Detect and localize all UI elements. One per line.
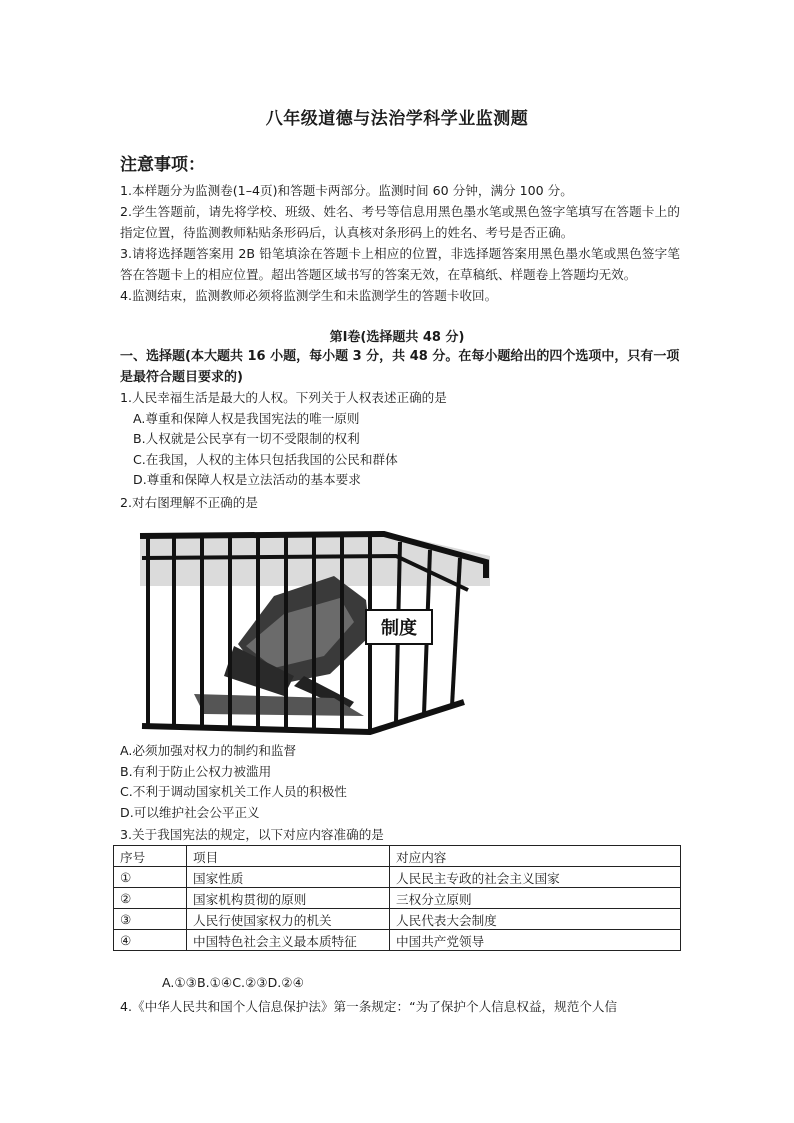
option-a: A.必须加强对权力的制约和监督 <box>120 743 297 758</box>
option-c: C.不利于调动国家机关工作人员的积极性 <box>120 784 347 799</box>
question-stem: 1.人民幸福生活是最大的人权。下列关于人权表述正确的是 <box>120 390 447 405</box>
table-header: 序号 <box>114 846 187 867</box>
question-2-stem: 2.对右图理解不正确的是 <box>120 495 258 510</box>
table-header: 项目 <box>187 846 390 867</box>
constitution-table <box>113 845 681 951</box>
table-cell: ④ <box>114 930 187 951</box>
notice-item: 2.学生答题前，请先将学校、班级、姓名、考号等信息用黑色墨水笔或黑色签字笔填写在答题卡上的指定位置，待监测教师粘贴条形码后，认真核对条形码上的姓名、考号是否正确。 <box>120 204 680 240</box>
option-b: B.人权就是公民享有一切不受限制的权利 <box>133 431 360 446</box>
table-header-row <box>114 846 681 867</box>
table-cell: 三权分立原则 <box>390 888 681 909</box>
section-intro: 一、选择题(本大题共 16 小题，每小题 3 分，共 48 分。在每小题给出的四个选项中，只有一项是最符合题目要求的) <box>120 349 680 385</box>
question-3-answers: A.①③B.①④C.②③D.②④ <box>162 975 304 990</box>
table-row <box>114 888 681 909</box>
section-heading: 第Ⅰ卷(选择题共 48 分) <box>329 330 465 345</box>
table-cell: 国家机构贯彻的原则 <box>187 888 390 909</box>
notice-heading: 注意事项： <box>120 155 205 175</box>
question-4-stem: 4.《中华人民共和国个人信息保护法》第一条规定：“为了保护个人信息权益，规范个人信 <box>120 999 618 1014</box>
table-cell: ① <box>114 867 187 888</box>
question-3-stem: 3.关于我国宪法的规定，以下对应内容准确的是 <box>120 827 384 842</box>
table-cell: 中国共产党领导 <box>390 930 681 951</box>
page-title: 八年级道德与法治学科学业监测题 <box>265 109 529 129</box>
table-row <box>114 930 681 951</box>
option-c: C.在我国，人权的主体只包括我国的公民和群体 <box>133 451 398 467</box>
table-cell: 国家性质 <box>187 867 390 888</box>
table-cell: ③ <box>114 909 187 930</box>
option-d: D.尊重和保障人权是立法活动的基本要求 <box>133 472 361 487</box>
notice-item: 3.请将选择题答案用 2B 铅笔填涂在答题卡上相应的位置，非选择题答案用黑色墨水笔或黑色签字笔答在答题卡上的相应位置。超出答题区域书写的答案无效，在草稿纸、样题卷上答题均无效。 <box>120 246 680 282</box>
option-d: D.可以维护社会公平正义 <box>120 804 260 820</box>
table-cell: 人民代表大会制度 <box>390 909 681 930</box>
question-2-options <box>120 741 347 823</box>
question-1 <box>120 388 680 491</box>
table-cell: 人民行使国家权力的机关 <box>187 909 390 930</box>
table-row <box>114 909 681 930</box>
table-header: 对应内容 <box>390 846 681 867</box>
cage-sign-label: 制度 <box>381 618 417 639</box>
cage-illustration <box>134 526 492 740</box>
table-row <box>114 867 681 888</box>
notice-item: 4.监测结束，监测教师必须将监测学生和未监测学生的答题卡收回。 <box>120 288 498 303</box>
table-cell: ② <box>114 888 187 909</box>
notice-list <box>120 180 680 306</box>
option-b: B.有利于防止公权力被滥用 <box>120 763 272 779</box>
table-cell: 中国特色社会主义最本质特征 <box>187 930 390 951</box>
table-cell: 人民民主专政的社会主义国家 <box>390 867 681 888</box>
notice-item: 1.本样题分为监测卷(1–4页)和答题卡两部分。监测时间 60 分钟，满分 100 分。 <box>120 183 573 198</box>
option-a: A.尊重和保障人权是我国宪法的唯一原则 <box>133 410 360 426</box>
